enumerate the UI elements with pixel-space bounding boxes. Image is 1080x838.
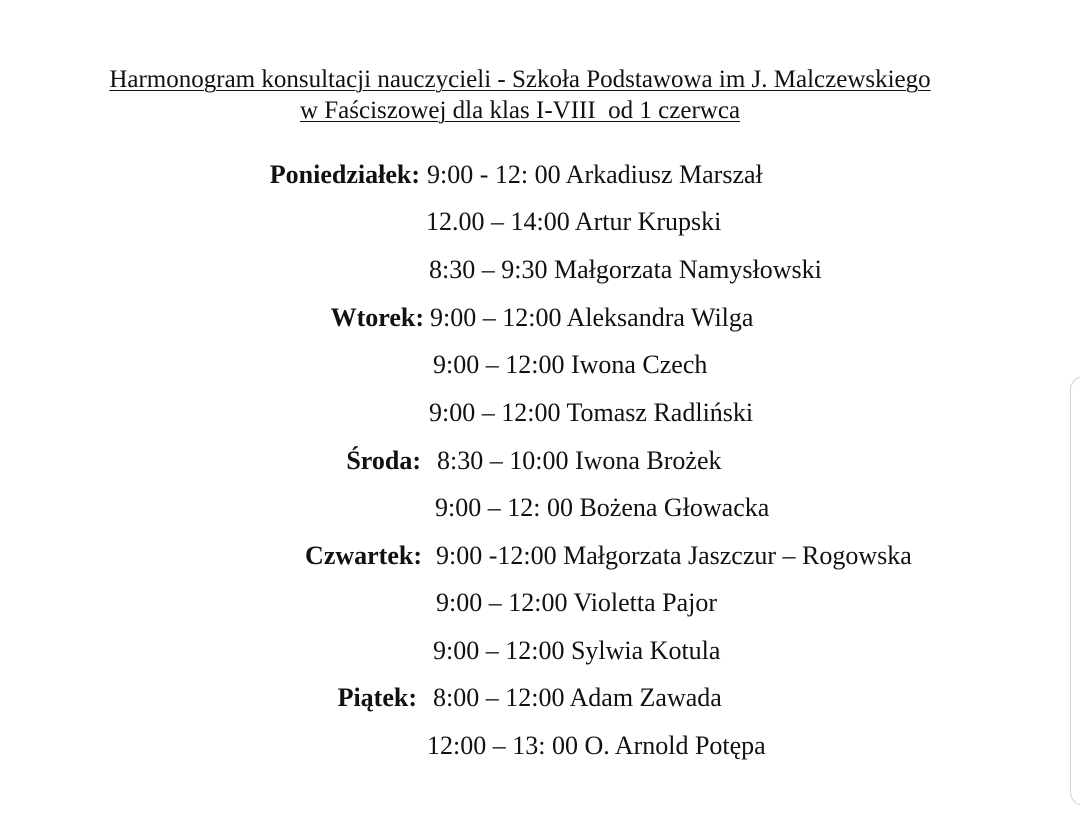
schedule-row-friday-2 xyxy=(0,726,1040,766)
day-label-monday: Poniedziałek: xyxy=(269,160,420,189)
document-title xyxy=(0,64,1040,126)
schedule-entry: 9:00 - 12: 00 Arkadiusz Marszał xyxy=(427,160,763,189)
title-line-1: Harmonogram konsultacji nauczycieli - Szkoła Podstawowa im J. Malczewskiego xyxy=(109,66,931,93)
schedule-entry: 9:00 – 12:00 Tomasz Radliński xyxy=(429,398,754,427)
schedule-entry: 9:00 -12:00 Małgorzata Jaszczur – Rogowska xyxy=(436,541,912,570)
schedule-entry: 8:00 – 12:00 Adam Zawada xyxy=(433,683,722,712)
schedule-row-thursday-2 xyxy=(0,583,1040,623)
schedule-entry: 9:00 – 12:00 Violetta Pajor xyxy=(436,588,718,617)
schedule-row-monday-1 xyxy=(0,155,1040,195)
schedule-row-tuesday-1 xyxy=(0,298,1040,338)
schedule-row-wednesday-1 xyxy=(0,441,1040,481)
schedule-entry: 9:00 – 12: 00 Bożena Głowacka xyxy=(435,493,770,522)
schedule-entry: 12.00 – 14:00 Artur Krupski xyxy=(426,207,722,236)
day-label-wednesday: Środa: xyxy=(346,446,421,475)
schedule-entry: 9:00 – 12:00 Iwona Czech xyxy=(433,350,708,379)
schedule-entry: 12:00 – 13: 00 O. Arnold Potępa xyxy=(427,731,766,760)
schedule-entry: 9:00 – 12:00 Aleksandra Wilga xyxy=(430,303,754,332)
schedule-row-thursday-1 xyxy=(0,536,1040,576)
schedule-row-monday-2 xyxy=(0,202,1040,242)
schedule-entry: 8:30 – 10:00 Iwona Brożek xyxy=(437,446,722,475)
day-label-thursday: Czwartek: xyxy=(305,541,422,570)
day-label-tuesday: Wtorek: xyxy=(330,303,424,332)
schedule-row-tuesday-2 xyxy=(0,345,1040,385)
title-line-2: w Faściszowej dla klas I-VIII od 1 czerwca xyxy=(299,97,741,124)
day-label-friday: Piątek: xyxy=(337,683,417,712)
schedule-entry: 9:00 – 12:00 Sylwia Kotula xyxy=(433,636,721,665)
schedule-row-wednesday-2 xyxy=(0,488,1040,528)
schedule-row-friday-1 xyxy=(0,678,1040,718)
schedule-row-monday-3 xyxy=(0,250,1040,290)
schedule-row-thursday-3 xyxy=(0,631,1040,671)
schedule-entry: 8:30 – 9:30 Małgorzata Namysłowski xyxy=(429,255,822,284)
schedule-row-tuesday-3 xyxy=(0,393,1040,433)
side-panel-edge[interactable] xyxy=(1070,376,1080,806)
